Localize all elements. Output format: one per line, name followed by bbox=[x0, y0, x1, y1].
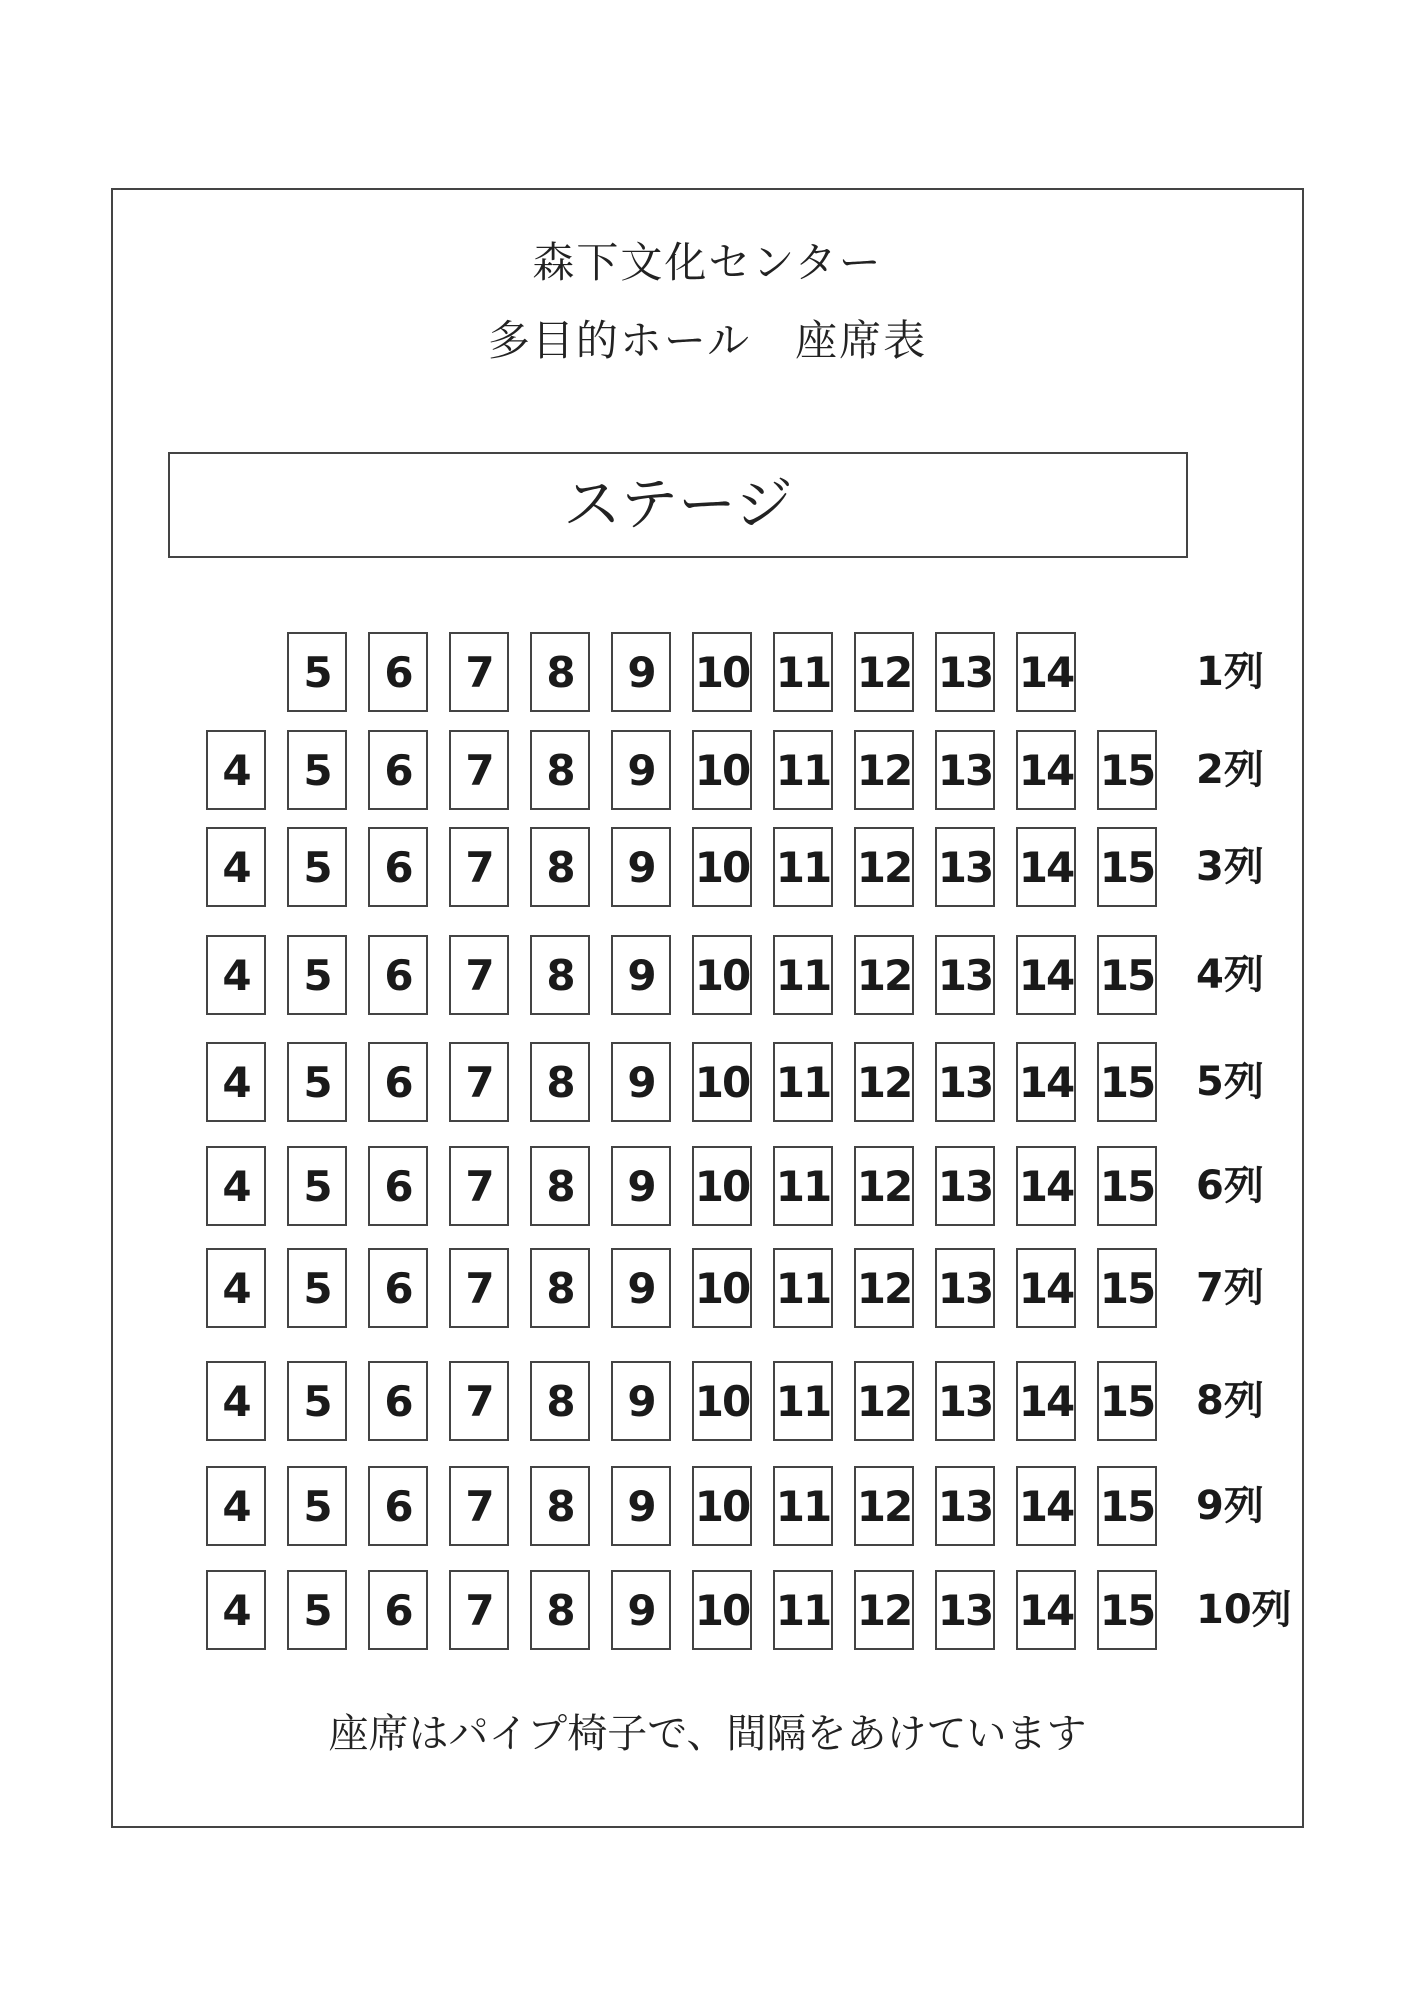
seat[interactable]: 5 bbox=[287, 935, 347, 1015]
seat[interactable]: 13 bbox=[935, 1466, 995, 1546]
seat[interactable]: 10 bbox=[692, 730, 752, 810]
seat[interactable]: 14 bbox=[1016, 1466, 1076, 1546]
seat[interactable]: 6 bbox=[368, 1042, 428, 1122]
seat[interactable]: 15 bbox=[1097, 1248, 1157, 1328]
seat[interactable]: 10 bbox=[692, 827, 752, 907]
seat[interactable]: 14 bbox=[1016, 1248, 1076, 1328]
seat[interactable]: 15 bbox=[1097, 935, 1157, 1015]
row-label: 3列 bbox=[1196, 844, 1264, 890]
seat[interactable]: 8 bbox=[530, 1466, 590, 1546]
seat[interactable]: 12 bbox=[854, 1042, 914, 1122]
seat[interactable]: 14 bbox=[1016, 1042, 1076, 1122]
seat[interactable]: 4 bbox=[206, 730, 266, 810]
seat[interactable]: 12 bbox=[854, 827, 914, 907]
seat[interactable]: 8 bbox=[530, 1146, 590, 1226]
seat[interactable]: 7 bbox=[449, 632, 509, 712]
seat[interactable]: 11 bbox=[773, 1042, 833, 1122]
seat[interactable]: 11 bbox=[773, 827, 833, 907]
row-label: 9列 bbox=[1196, 1483, 1264, 1529]
row-label: 4列 bbox=[1196, 952, 1264, 998]
seat[interactable]: 9 bbox=[611, 827, 671, 907]
seat[interactable]: 7 bbox=[449, 1361, 509, 1441]
row-label: 5列 bbox=[1196, 1059, 1264, 1105]
seat[interactable]: 6 bbox=[368, 1361, 428, 1441]
seat[interactable]: 5 bbox=[287, 1248, 347, 1328]
seat[interactable]: 10 bbox=[692, 1570, 752, 1650]
seat[interactable]: 15 bbox=[1097, 1146, 1157, 1226]
seat[interactable]: 8 bbox=[530, 827, 590, 907]
seat[interactable]: 9 bbox=[611, 1466, 671, 1546]
seat[interactable]: 8 bbox=[530, 935, 590, 1015]
seat[interactable]: 15 bbox=[1097, 1466, 1157, 1546]
seat[interactable]: 13 bbox=[935, 632, 995, 712]
seat[interactable]: 8 bbox=[530, 1361, 590, 1441]
seat[interactable]: 5 bbox=[287, 632, 347, 712]
seat[interactable]: 14 bbox=[1016, 935, 1076, 1015]
seat[interactable]: 13 bbox=[935, 1248, 995, 1328]
seat[interactable]: 12 bbox=[854, 730, 914, 810]
seat[interactable]: 11 bbox=[773, 1146, 833, 1226]
seat[interactable]: 9 bbox=[611, 935, 671, 1015]
seat[interactable]: 9 bbox=[611, 632, 671, 712]
seat[interactable]: 4 bbox=[206, 1146, 266, 1226]
seat[interactable]: 9 bbox=[611, 1361, 671, 1441]
seat[interactable]: 6 bbox=[368, 632, 428, 712]
seat[interactable]: 12 bbox=[854, 1248, 914, 1328]
seat[interactable]: 7 bbox=[449, 1570, 509, 1650]
seat[interactable]: 4 bbox=[206, 1248, 266, 1328]
seat[interactable]: 5 bbox=[287, 1361, 347, 1441]
seat[interactable]: 9 bbox=[611, 1248, 671, 1328]
seat[interactable]: 13 bbox=[935, 1146, 995, 1226]
row-label: 10列 bbox=[1196, 1587, 1292, 1633]
seat[interactable]: 13 bbox=[935, 935, 995, 1015]
seat[interactable]: 11 bbox=[773, 1570, 833, 1650]
hall-title: 多目的ホール 座席表 bbox=[487, 316, 928, 365]
seat[interactable]: 6 bbox=[368, 1466, 428, 1546]
seat[interactable]: 4 bbox=[206, 1570, 266, 1650]
row-label: 1列 bbox=[1196, 649, 1264, 695]
seat[interactable]: 14 bbox=[1016, 632, 1076, 712]
seat[interactable]: 12 bbox=[854, 1361, 914, 1441]
seat[interactable]: 10 bbox=[692, 1361, 752, 1441]
row-label: 6列 bbox=[1196, 1163, 1264, 1209]
venue-name: 森下文化センター bbox=[532, 238, 883, 287]
footer-note: 座席はパイプ椅子で、間隔をあけています bbox=[328, 1711, 1087, 1757]
seat[interactable]: 14 bbox=[1016, 730, 1076, 810]
seat[interactable]: 13 bbox=[935, 827, 995, 907]
seat[interactable]: 5 bbox=[287, 1042, 347, 1122]
seat[interactable]: 10 bbox=[692, 1248, 752, 1328]
seat[interactable]: 8 bbox=[530, 730, 590, 810]
seat[interactable]: 5 bbox=[287, 1146, 347, 1226]
seat[interactable]: 15 bbox=[1097, 730, 1157, 810]
seat[interactable]: 7 bbox=[449, 827, 509, 907]
seat[interactable]: 11 bbox=[773, 632, 833, 712]
seat[interactable]: 9 bbox=[611, 1570, 671, 1650]
seat[interactable]: 7 bbox=[449, 730, 509, 810]
seat[interactable]: 15 bbox=[1097, 1042, 1157, 1122]
seat[interactable]: 14 bbox=[1016, 1361, 1076, 1441]
seat[interactable]: 9 bbox=[611, 1146, 671, 1226]
seat[interactable]: 4 bbox=[206, 1466, 266, 1546]
stage-box: ステージ bbox=[168, 452, 1188, 558]
seat[interactable]: 10 bbox=[692, 935, 752, 1015]
seat[interactable]: 5 bbox=[287, 1570, 347, 1650]
row-label: 2列 bbox=[1196, 747, 1264, 793]
seating-grid bbox=[113, 190, 1302, 1826]
seat[interactable]: 7 bbox=[449, 1146, 509, 1226]
seat[interactable]: 12 bbox=[854, 1570, 914, 1650]
seat[interactable]: 6 bbox=[368, 1248, 428, 1328]
seat[interactable]: 13 bbox=[935, 1570, 995, 1650]
seat[interactable]: 12 bbox=[854, 632, 914, 712]
seat[interactable]: 10 bbox=[692, 1042, 752, 1122]
seat[interactable]: 7 bbox=[449, 935, 509, 1015]
seat[interactable]: 10 bbox=[692, 1146, 752, 1226]
seat[interactable]: 11 bbox=[773, 730, 833, 810]
seat[interactable]: 11 bbox=[773, 1466, 833, 1546]
seat[interactable]: 10 bbox=[692, 1466, 752, 1546]
seat[interactable]: 6 bbox=[368, 827, 428, 907]
seat[interactable]: 6 bbox=[368, 1570, 428, 1650]
seat[interactable]: 15 bbox=[1097, 1570, 1157, 1650]
seat[interactable]: 12 bbox=[854, 1146, 914, 1226]
seat[interactable]: 14 bbox=[1016, 1146, 1076, 1226]
seat[interactable]: 8 bbox=[530, 1570, 590, 1650]
seat[interactable]: 8 bbox=[530, 632, 590, 712]
seat[interactable]: 7 bbox=[449, 1466, 509, 1546]
seat[interactable]: 14 bbox=[1016, 827, 1076, 907]
seat[interactable]: 12 bbox=[854, 935, 914, 1015]
seat[interactable]: 4 bbox=[206, 827, 266, 907]
seat[interactable]: 7 bbox=[449, 1248, 509, 1328]
seat[interactable]: 11 bbox=[773, 1361, 833, 1441]
seat[interactable]: 15 bbox=[1097, 1361, 1157, 1441]
seat[interactable]: 6 bbox=[368, 1146, 428, 1226]
seat[interactable]: 4 bbox=[206, 1042, 266, 1122]
seating-chart-frame bbox=[111, 188, 1304, 1828]
seat[interactable]: 13 bbox=[935, 1361, 995, 1441]
seat[interactable]: 13 bbox=[935, 1042, 995, 1122]
seat[interactable]: 8 bbox=[530, 1248, 590, 1328]
seat[interactable]: 4 bbox=[206, 1361, 266, 1441]
seat[interactable]: 5 bbox=[287, 827, 347, 907]
seat[interactable]: 11 bbox=[773, 1248, 833, 1328]
seat[interactable]: 15 bbox=[1097, 827, 1157, 907]
seat[interactable]: 5 bbox=[287, 1466, 347, 1546]
seat[interactable]: 9 bbox=[611, 730, 671, 810]
seat[interactable]: 14 bbox=[1016, 1570, 1076, 1650]
seat[interactable]: 12 bbox=[854, 1466, 914, 1546]
seat[interactable]: 4 bbox=[206, 935, 266, 1015]
seat[interactable]: 6 bbox=[368, 730, 428, 810]
seat[interactable]: 5 bbox=[287, 730, 347, 810]
seat[interactable]: 6 bbox=[368, 935, 428, 1015]
row-label: 8列 bbox=[1196, 1378, 1264, 1424]
seat[interactable]: 13 bbox=[935, 730, 995, 810]
seat[interactable]: 7 bbox=[449, 1042, 509, 1122]
seat[interactable]: 11 bbox=[773, 935, 833, 1015]
seat[interactable]: 10 bbox=[692, 632, 752, 712]
row-label: 7列 bbox=[1196, 1265, 1264, 1311]
seat[interactable]: 8 bbox=[530, 1042, 590, 1122]
seat[interactable]: 9 bbox=[611, 1042, 671, 1122]
